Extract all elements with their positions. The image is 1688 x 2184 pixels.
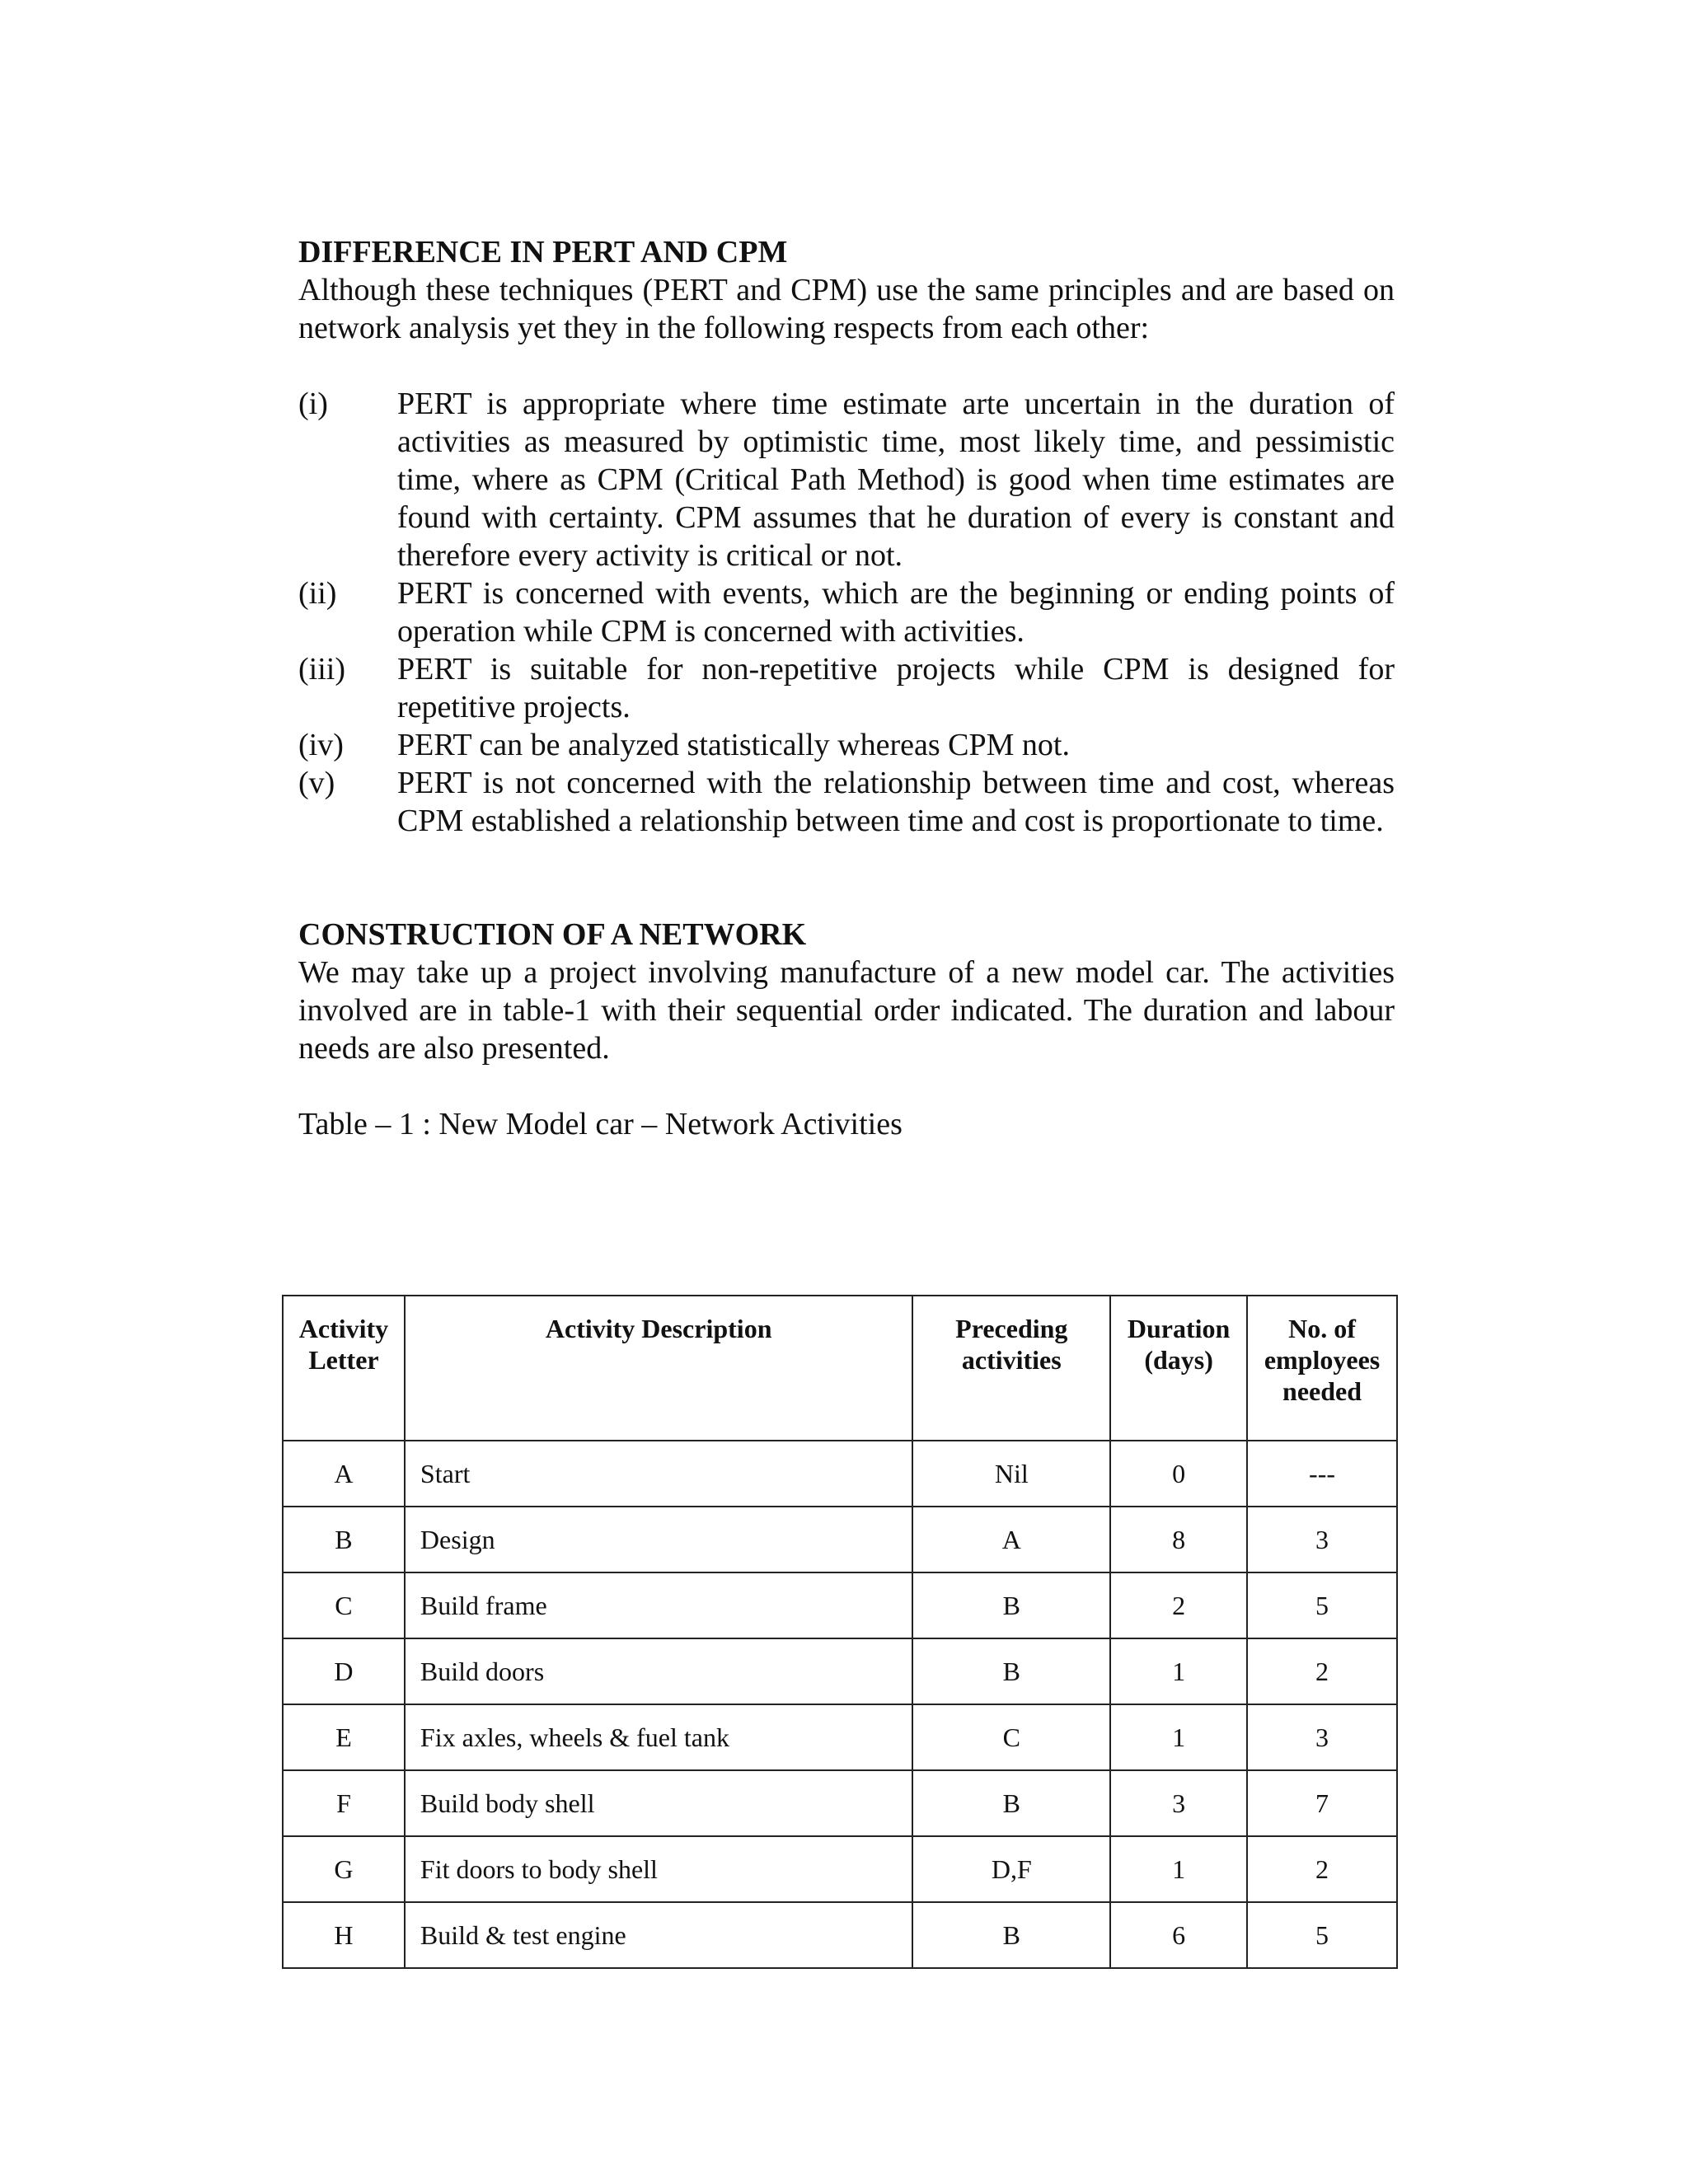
header-line: Activity	[298, 1314, 389, 1343]
cell-duration: 1	[1110, 1836, 1247, 1902]
cell-description: Start	[405, 1441, 913, 1507]
cell-description: Fit doors to body shell	[405, 1836, 913, 1902]
cell-employees: ---	[1247, 1441, 1397, 1507]
cell-duration: 2	[1110, 1572, 1247, 1638]
list-item	[298, 726, 1395, 764]
list-item-text: PERT is not concerned with the relationship between time and cost, whereas CPM established a relationship between time and cost is proportionate to time.	[397, 766, 1395, 838]
cell-duration: 3	[1110, 1770, 1247, 1836]
list-item-number: (iii)	[298, 652, 345, 687]
list-item-number: (ii)	[298, 576, 337, 611]
header-line: Activity Description	[545, 1314, 772, 1343]
list-item-text: PERT is appropriate where time estimate arte uncertain in the duration of activities as measured by optimistic time, most likely time, and pessimistic time, where as CPM (Critical Path Method) is good when time estimates are found with certainty. CPM assumes that he duration of every is constant and therefore every activity is critical or not.	[397, 387, 1395, 573]
differences-list	[298, 385, 1395, 840]
list-item	[298, 650, 1395, 726]
list-item-text: PERT can be analyzed statistically whereas CPM not.	[397, 728, 1070, 762]
section-title-pert-cpm: DIFFERENCE IN PERT AND CPM	[298, 235, 788, 269]
header-preceding-activities	[912, 1296, 1110, 1441]
cell-duration: 6	[1110, 1902, 1247, 1968]
cell-preceding: B	[912, 1902, 1110, 1968]
cell-employees: 2	[1247, 1638, 1397, 1704]
table-row	[283, 1572, 1397, 1638]
section-intro-network: We may take up a project involving manufacture of a new model car. The activities involved are in table-1 with their sequential order indicated. The duration and labour needs are also presented.	[298, 955, 1395, 1066]
cell-employees: 5	[1247, 1902, 1397, 1968]
cell-letter: E	[283, 1704, 405, 1770]
cell-letter: B	[283, 1507, 405, 1572]
header-line: Letter	[308, 1345, 379, 1375]
header-duration	[1110, 1296, 1247, 1441]
cell-description: Build body shell	[405, 1770, 913, 1836]
header-line: needed	[1282, 1376, 1362, 1406]
header-activity-description	[405, 1296, 913, 1441]
cell-preceding: C	[912, 1704, 1110, 1770]
list-item	[298, 574, 1395, 650]
list-item-text: PERT is suitable for non-repetitive projects while CPM is designed for repetitive projects.	[397, 652, 1395, 724]
cell-duration: 0	[1110, 1441, 1247, 1507]
list-item-number: (i)	[298, 387, 328, 421]
cell-duration: 1	[1110, 1704, 1247, 1770]
cell-employees: 3	[1247, 1507, 1397, 1572]
table-header-row	[283, 1296, 1397, 1441]
cell-preceding: B	[912, 1638, 1110, 1704]
cell-description: Build & test engine	[405, 1902, 913, 1968]
table-caption: Table – 1 : New Model car – Network Activities	[298, 1107, 903, 1141]
header-line: Preceding	[955, 1314, 1068, 1343]
header-employees-needed	[1247, 1296, 1397, 1441]
list-item	[298, 764, 1395, 840]
cell-letter: F	[283, 1770, 405, 1836]
cell-description: Build frame	[405, 1572, 913, 1638]
table-row	[283, 1638, 1397, 1704]
table-row	[283, 1507, 1397, 1572]
cell-duration: 1	[1110, 1638, 1247, 1704]
cell-letter: G	[283, 1836, 405, 1902]
cell-description: Design	[405, 1507, 913, 1572]
cell-letter: D	[283, 1638, 405, 1704]
list-item-text: PERT is concerned with events, which are the beginning or ending points of operation while CPM is concerned with activities.	[397, 576, 1395, 649]
activities-table	[282, 1295, 1398, 1969]
header-line: (days)	[1144, 1345, 1213, 1375]
cell-preceding: Nil	[912, 1441, 1110, 1507]
cell-letter: H	[283, 1902, 405, 1968]
cell-employees: 3	[1247, 1704, 1397, 1770]
header-activity-letter	[283, 1296, 405, 1441]
cell-preceding: A	[912, 1507, 1110, 1572]
table-row	[283, 1441, 1397, 1507]
list-item	[298, 385, 1395, 574]
cell-employees: 2	[1247, 1836, 1397, 1902]
list-item-number: (iv)	[298, 728, 344, 762]
cell-employees: 5	[1247, 1572, 1397, 1638]
cell-letter: A	[283, 1441, 405, 1507]
cell-employees: 7	[1247, 1770, 1397, 1836]
table-row	[283, 1770, 1397, 1836]
cell-preceding: D,F	[912, 1836, 1110, 1902]
section-intro-pert-cpm: Although these techniques (PERT and CPM) use the same principles and are based on network analysis yet they in the following respects from each other:	[298, 273, 1395, 345]
header-line: Duration	[1127, 1314, 1231, 1343]
cell-description: Fix axles, wheels & fuel tank	[405, 1704, 913, 1770]
table-row	[283, 1902, 1397, 1968]
cell-duration: 8	[1110, 1507, 1247, 1572]
cell-letter: C	[283, 1572, 405, 1638]
table-row	[283, 1704, 1397, 1770]
header-line: No. of	[1288, 1314, 1356, 1343]
list-item-number: (v)	[298, 766, 335, 800]
table-row	[283, 1836, 1397, 1902]
cell-preceding: B	[912, 1770, 1110, 1836]
document-body	[298, 233, 1395, 1143]
cell-description: Build doors	[405, 1638, 913, 1704]
section-title-network: CONSTRUCTION OF A NETWORK	[298, 917, 807, 952]
cell-preceding: B	[912, 1572, 1110, 1638]
header-line: employees	[1264, 1345, 1381, 1375]
header-line: activities	[961, 1345, 1062, 1375]
